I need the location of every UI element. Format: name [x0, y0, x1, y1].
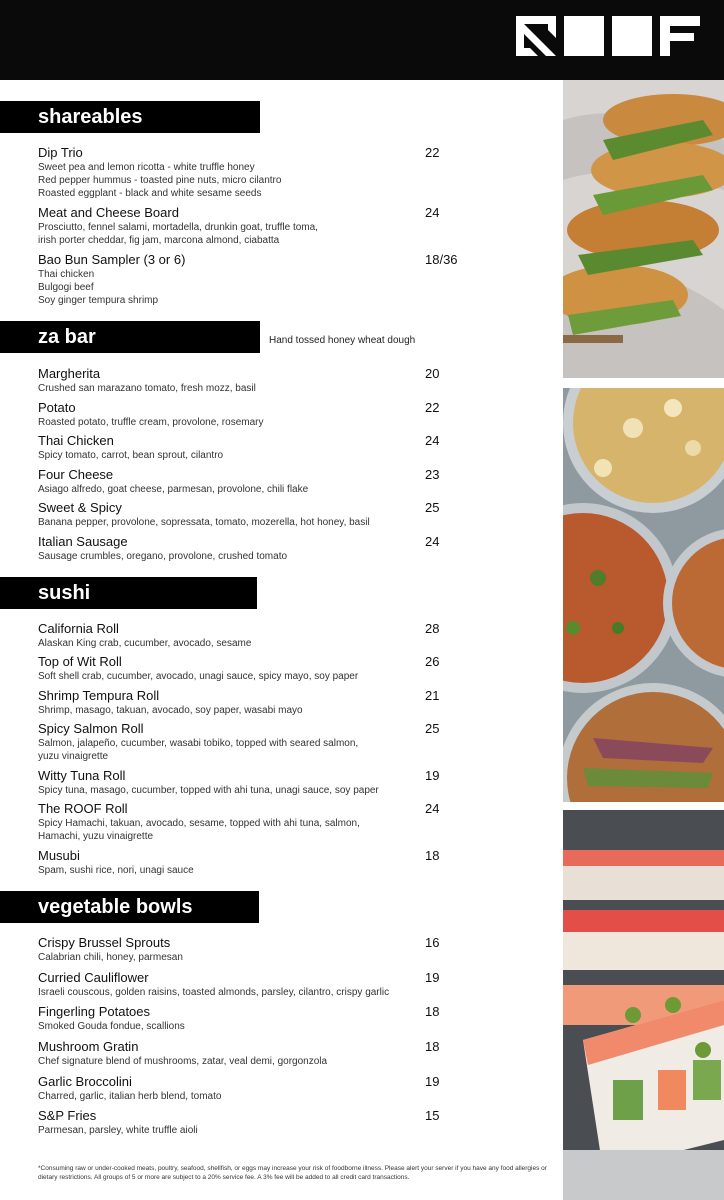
menu-item [38, 768, 558, 797]
menu-item [38, 145, 558, 200]
item-price: 21 [425, 688, 440, 703]
menu-item [38, 1108, 558, 1137]
roof-logo [516, 16, 700, 56]
menu-item [38, 400, 558, 429]
section-title-sushi: sushi [0, 577, 257, 609]
item-price: 28 [425, 621, 440, 636]
item-name: Potato [38, 400, 76, 415]
item-name: Italian Sausage [38, 534, 128, 549]
item-price: 19 [425, 1074, 440, 1089]
section-title-za-bar: za bar [0, 321, 260, 353]
item-description: Soft shell crab, cucumber, avocado, unagi sauce, spicy mayo, soy paper [38, 671, 359, 682]
sushi-photo [563, 810, 724, 1200]
tacos-photo [563, 80, 724, 378]
pizza-photo [563, 388, 724, 802]
item-description: Calabrian chili, honey, parmesan [38, 952, 183, 963]
item-name: Shrimp Tempura Roll [38, 688, 160, 703]
item-name: Top of Wit Roll [38, 654, 122, 669]
item-name: Musubi [38, 848, 80, 863]
item-name: Spicy Salmon Roll [38, 721, 144, 736]
item-name: Garlic Broccolini [38, 1074, 132, 1089]
item-name: Mushroom Gratin [38, 1039, 139, 1054]
item-price: 18/36 [425, 252, 458, 267]
item-price: 22 [425, 400, 440, 415]
menu-item [38, 801, 558, 843]
section-title-shareables: shareables [0, 101, 260, 133]
item-description: Thai chicken Bulgogi beef Soy ginger tempura shrimp [38, 269, 159, 306]
item-price: 26 [425, 654, 440, 669]
item-description: Spam, sushi rice, nori, unagi sauce [38, 865, 194, 876]
menu-item [38, 970, 558, 999]
item-description: Charred, garlic, italian herb blend, tomato [38, 1091, 222, 1102]
item-name: Curried Cauliflower [38, 970, 149, 985]
item-name: Fingerling Potatoes [38, 1004, 151, 1019]
item-price: 22 [425, 145, 440, 160]
item-name: Four Cheese [38, 467, 114, 482]
item-description: Roasted potato, truffle cream, provolone, rosemary [38, 417, 264, 428]
item-price: 18 [425, 848, 440, 863]
item-price: 24 [425, 205, 440, 220]
item-description: Salmon, jalapeño, cucumber, wasabi tobiko, topped with seared salmon, yuzu vinaigrette [38, 738, 359, 762]
item-description: Shrimp, masago, takuan, avocado, soy paper, wasabi mayo [38, 705, 303, 716]
menu-item [38, 205, 558, 247]
menu-item [38, 1074, 558, 1103]
photo-column [563, 80, 724, 1200]
menu-item [38, 366, 558, 395]
item-price: 19 [425, 970, 440, 985]
item-price: 24 [425, 801, 440, 816]
item-name: Margherita [38, 366, 101, 381]
item-description: Sweet pea and lemon ricotta - white truffle honey Red pepper hummus - toasted pine nuts, micro cilantro Roasted eggplant - black and white sesame seeds [38, 162, 282, 199]
menu-item [38, 654, 558, 683]
menu-item [38, 688, 558, 717]
item-price: 24 [425, 433, 440, 448]
item-price: 23 [425, 467, 440, 482]
menu-item [38, 935, 558, 964]
menu-item [38, 467, 558, 496]
menu-item [38, 1004, 558, 1033]
menu-item [38, 721, 558, 763]
menu-item [38, 433, 558, 462]
item-name: S&P Fries [38, 1108, 97, 1123]
item-name: Thai Chicken [38, 433, 114, 448]
item-description: Banana pepper, provolone, sopressata, tomato, mozerella, hot honey, basil [38, 517, 370, 528]
item-price: 25 [425, 721, 440, 736]
footnote: *Consuming raw or under-cooked meats, poultry, seafood, shellfish, or eggs may increase your risk of foodborne illness. Please alert your server if you have any food allergies or dietary restrictions. All groups of 5 or more are subject to a 20% service fee. A 3% fee will be added to all credit card transactions. [38, 1165, 547, 1181]
item-description: Smoked Gouda fondue, scallions [38, 1021, 185, 1032]
item-description: Crushed san marazano tomato, fresh mozz, basil [38, 383, 256, 394]
menu-item [38, 534, 558, 563]
item-price: 15 [425, 1108, 440, 1123]
item-description: Alaskan King crab, cucumber, avocado, sesame [38, 638, 252, 649]
menu-item [38, 500, 558, 529]
item-description: Spicy tomato, carrot, bean sprout, cilantro [38, 450, 224, 461]
item-name: The ROOF Roll [38, 801, 128, 816]
menu-item [38, 1039, 558, 1068]
menu-item [38, 621, 558, 650]
menu-item [38, 848, 558, 877]
item-name: Meat and Cheese Board [38, 205, 179, 220]
item-description: Israeli couscous, golden raisins, toasted almonds, parsley, cilantro, crispy garlic [38, 987, 390, 998]
item-name: Dip Trio [38, 145, 83, 160]
item-price: 19 [425, 768, 440, 783]
item-price: 24 [425, 534, 440, 549]
item-description: Spicy tuna, masago, cucumber, topped with ahi tuna, unagi sauce, soy paper [38, 785, 379, 796]
item-description: Asiago alfredo, goat cheese, parmesan, provolone, chili flake [38, 484, 309, 495]
item-description: Parmesan, parsley, white truffle aioli [38, 1125, 198, 1136]
section-note: Hand tossed honey wheat dough [269, 335, 416, 346]
item-price: 16 [425, 935, 440, 950]
item-price: 25 [425, 500, 440, 515]
item-price: 18 [425, 1039, 440, 1054]
header-bar [0, 0, 724, 80]
item-description: Prosciutto, fennel salami, mortadella, drunkin goat, truffle toma, irish porter cheddar, fig jam, marcona almond, ciabatta [38, 222, 318, 246]
item-description: Sausage crumbles, oregano, provolone, crushed tomato [38, 551, 288, 562]
menu-item [38, 252, 558, 307]
item-name: Sweet & Spicy [38, 500, 122, 515]
item-name: California Roll [38, 621, 119, 636]
item-price: 20 [425, 366, 440, 381]
item-description: Chef signature blend of mushrooms, zatar, veal demi, gorgonzola [38, 1056, 328, 1067]
item-description: Spicy Hamachi, takuan, avocado, sesame, topped with ahi tuna, salmon, Hamachi, yuzu vinaigrette [38, 818, 360, 842]
item-name: Crispy Brussel Sprouts [38, 935, 171, 950]
section-title-vegetable-bowls: vegetable bowls [0, 891, 259, 923]
item-name: Witty Tuna Roll [38, 768, 126, 783]
item-name: Bao Bun Sampler (3 or 6) [38, 252, 186, 267]
item-price: 18 [425, 1004, 440, 1019]
